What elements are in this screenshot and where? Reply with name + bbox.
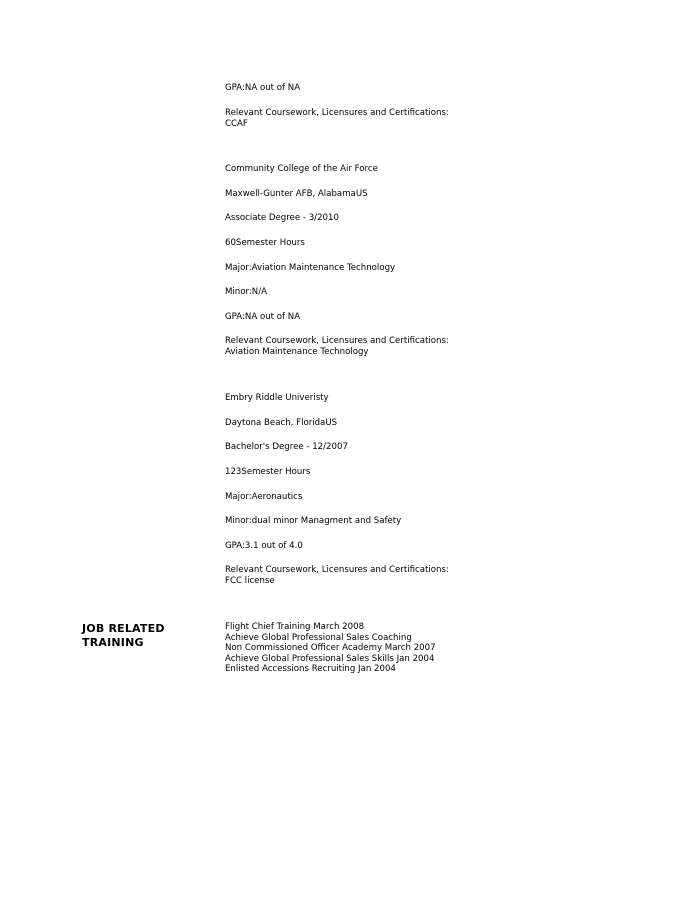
school-location: Maxwell-Gunter AFB, AlabamaUS [225, 189, 368, 199]
degree-line: Associate Degree - 3/2010 [225, 213, 339, 223]
minor-line: Minor:dual minor Managment and Safety [225, 516, 402, 526]
school-name: Embry Riddle Univeristy [225, 393, 329, 403]
major-line: Major:Aeronautics [225, 492, 303, 502]
school-location: Daytona Beach, FloridaUS [225, 418, 338, 428]
degree-line: Bachelor's Degree - 12/2007 [225, 442, 348, 452]
coursework-block [225, 336, 449, 357]
coursework-block [225, 108, 449, 129]
hours-line: 60Semester Hours [225, 238, 305, 248]
gpa-line: GPA:NA out of NA [225, 312, 301, 322]
section-heading-training [82, 622, 165, 650]
hours-line: 123Semester Hours [225, 467, 311, 477]
coursework-label: Relevant Coursework, Licensures and Certifications: [225, 108, 449, 118]
gpa-line: GPA:3.1 out of 4.0 [225, 541, 303, 551]
coursework-value: FCC license [225, 575, 275, 586]
section-heading-line: TRAINING [82, 636, 144, 649]
training-item: Achieve Global Professional Sales Skills Jan 2004 [225, 653, 435, 664]
section-heading-line: JOB RELATED [82, 622, 165, 635]
coursework-value: Aviation Maintenance Technology [225, 346, 369, 357]
training-item: Non Commissioned Officer Academy March 2007 [225, 643, 436, 654]
gpa-line: GPA:NA out of NA [225, 83, 301, 93]
coursework-value: CCAF [225, 118, 248, 129]
training-item: Achieve Global Professional Sales Coaching [225, 632, 412, 643]
coursework-label: Relevant Coursework, Licensures and Certifications: [225, 336, 449, 346]
minor-line: Minor:N/A [225, 287, 267, 297]
coursework-block [225, 565, 449, 586]
major-line: Major:Aviation Maintenance Technology [225, 263, 396, 273]
coursework-label: Relevant Coursework, Licensures and Certifications: [225, 565, 449, 575]
training-item: Enlisted Accessions Recruiting Jan 2004 [225, 664, 396, 675]
training-list [225, 622, 665, 675]
training-item: Flight Chief Training March 2008 [225, 622, 365, 632]
school-name: Community College of the Air Force [225, 164, 378, 174]
